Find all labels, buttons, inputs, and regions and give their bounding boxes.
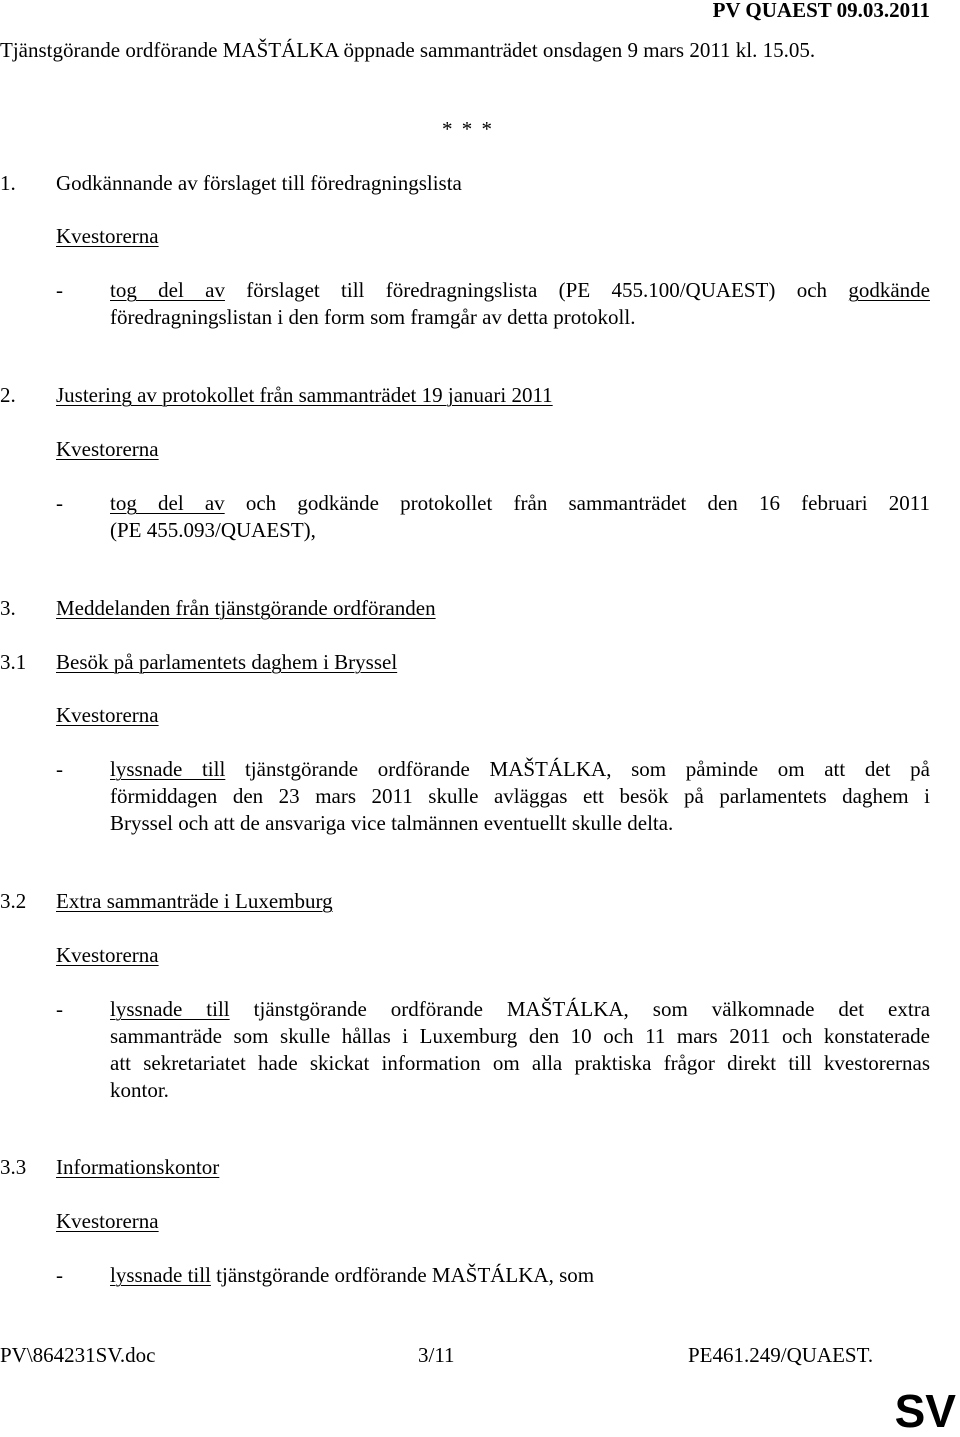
list-dash: - xyxy=(56,491,63,515)
section-number: 1. xyxy=(0,171,16,195)
decision-verb: lyssnade till xyxy=(110,997,230,1021)
language-badge: SV xyxy=(894,1385,956,1437)
document-code: PV QUAEST 09.03.2011 xyxy=(712,0,930,22)
list-dash: - xyxy=(56,997,63,1021)
body-label: Kvestorerna xyxy=(56,703,159,727)
paragraph-line: kontor. xyxy=(110,1078,169,1102)
decision-paragraph xyxy=(110,490,930,544)
footer-filename: PV\864231SV.doc xyxy=(0,1343,156,1367)
decision-paragraph xyxy=(110,996,930,1104)
section-title: Justering av protokollet från sammanträdet 19 januari 2011 xyxy=(56,383,553,407)
section-number: 3.2 xyxy=(0,889,27,913)
section-number: 3.3 xyxy=(0,1155,27,1179)
paragraph-line: Bryssel och att de ansvariga vice talmännen eventuellt skulle delta. xyxy=(110,811,674,835)
paragraph-line: lyssnade till tjänstgörande ordförande MAŠTÁLKA, som välkomnade det extra xyxy=(110,997,931,1021)
body-label: Kvestorerna xyxy=(56,224,159,248)
paragraph-line: tog del av och godkände protokollet från sammanträdet den 16 februari 2011 xyxy=(110,491,930,515)
section-title: Besök på parlamentets daghem i Bryssel xyxy=(56,650,398,674)
section-number: 3.1 xyxy=(0,650,27,674)
section-number: 3. xyxy=(0,596,16,620)
paragraph-line: sammanträde som skulle hållas i Luxemburg den 10 och 11 mars 2011 och konstaterade xyxy=(110,1024,930,1048)
footer-page-number: 3/11 xyxy=(418,1343,455,1367)
decision-verb-2: godkände xyxy=(848,278,930,302)
section-title: Extra sammanträde i Luxemburg xyxy=(56,889,333,913)
body-label: Kvestorerna xyxy=(56,437,159,461)
intro-paragraph: Tjänstgörande ordförande MAŠTÁLKA öppnade sammanträdet onsdagen 9 mars 2011 kl. 15.05. xyxy=(0,38,816,62)
decision-paragraph xyxy=(110,277,930,331)
list-dash: - xyxy=(56,757,63,781)
section-number: 2. xyxy=(0,383,16,407)
decision-verb: tog del av xyxy=(110,491,225,515)
list-dash: - xyxy=(56,1263,63,1287)
paragraph-line: föredragningslistan i den form som framgår av detta protokoll. xyxy=(110,305,636,329)
list-dash: - xyxy=(56,278,63,302)
decision-verb: tog del av xyxy=(110,278,225,302)
decision-paragraph xyxy=(110,756,930,837)
decision-paragraph xyxy=(110,1262,930,1289)
paragraph-line: lyssnade till tjänstgörande ordförande MAŠTÁLKA, som xyxy=(110,1263,595,1287)
section-title: Informationskontor xyxy=(56,1155,220,1179)
section-title: Godkännande av förslaget till föredragningslista xyxy=(56,171,462,195)
paragraph-line: lyssnade till tjänstgörande ordförande MAŠTÁLKA, som påminde om att det på xyxy=(110,757,930,781)
paragraph-line: att sekretariatet hade skickat information om alla praktiska frågor direkt till kvestorernas xyxy=(110,1051,930,1075)
section-title: Meddelanden från tjänstgörande ordföranden xyxy=(56,596,436,620)
paragraph-line: (PE 455.093/QUAEST), xyxy=(110,518,316,542)
body-label: Kvestorerna xyxy=(56,943,159,967)
section-separator: * * * xyxy=(442,117,494,141)
body-label: Kvestorerna xyxy=(56,1209,159,1233)
decision-verb: lyssnade till xyxy=(110,1263,211,1287)
paragraph-line: tog del av förslaget till föredragningslista (PE 455.100/QUAEST) och godkände xyxy=(110,278,930,302)
paragraph-line: förmiddagen den 23 mars 2011 skulle avläggas ett besök på parlamentets daghem i xyxy=(110,784,930,808)
footer-reference: PE461.249/QUAEST. xyxy=(688,1343,874,1367)
decision-verb: lyssnade till xyxy=(110,757,226,781)
